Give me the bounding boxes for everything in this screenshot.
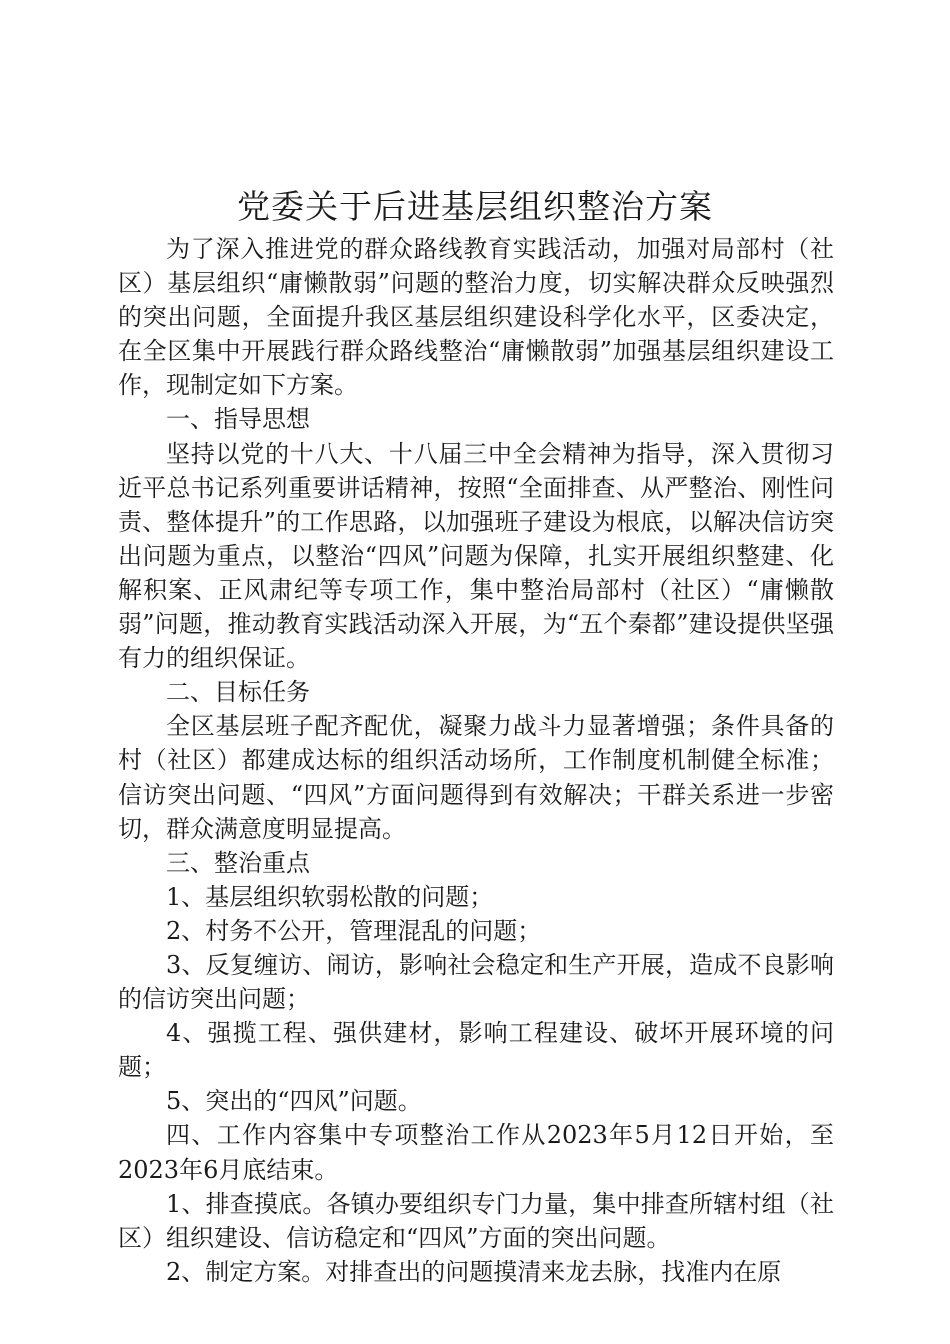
paragraph-intro: 为了深入推进党的群众路线教育实践活动，加强对局部村（社区）基层组织“庸懒散弱”问题的整治力度，切实解决群众反映强烈的突出问题，全面提升我区基层组织建设科学化水平，区委决定，在全区集中开展践行群众路线整治“庸懒散弱”加强基层组织建设工作，现制定如下方案。	[118, 235, 834, 400]
list-item-issue-3: 3、反复缠访、闹访，影响社会稳定和生产开展，造成不良影响的信访突出问题；	[118, 950, 834, 1014]
heading-guiding-thought: 一、指导思想	[166, 405, 310, 434]
document-body	[118, 232, 834, 1289]
list-item-work-1: 1、排查摸底。各镇办要组织专门力量，集中排查所辖村组（社区）组织建设、信访稳定和“四风”方面的突出问题。	[118, 1189, 834, 1252]
list-item-work-2: 2、制定方案。对排查出的问题摸清来龙去脉，找准内在原	[166, 1257, 782, 1286]
paragraph-guiding-thought: 坚持以党的十八大、十八届三中全会精神为指导，深入贯彻习近平总书记系列重要讲话精神，按照“全面排查、从严整治、刚性问责、整体提升”的工作思路，以加强班子建设为根底，以解决信访突出问题为重点，以整治“四风”问题为保障，扎实开展组织整建、化解积案、正风肃纪等专项工作，集中整治局部村（社区）“庸懒散弱”问题，推动教育实践活动深入开展，为“五个秦都”建设提供坚强有力的组织保证。	[118, 439, 834, 673]
list-item-issue-1: 1、基层组织软弱松散的问题；	[166, 882, 494, 911]
heading-work-content: 四、工作内容集中专项整治工作从2023年5月12日开始，至2023年6月底结束。	[118, 1121, 834, 1184]
document-title: 党委关于后进基层组织整治方案	[237, 187, 713, 226]
paragraph-goals: 全区基层班子配齐配优，凝聚力战斗力显著增强；条件具备的村（社区）都建成达标的组织活动场所，工作制度机制健全标准；信访突出问题、“四风”方面问题得到有效解决；干群关系进一步密切，群众满意度明显提高。	[118, 712, 834, 843]
list-item-issue-4: 4、强揽工程、强供建材，影响工程建设、破坏开展环境的问题；	[118, 1019, 834, 1082]
list-item-issue-5: 5、突出的“四风”问题。	[166, 1087, 422, 1116]
heading-goals: 二、目标任务	[166, 678, 310, 707]
heading-key-issues: 三、整治重点	[166, 848, 310, 877]
list-item-issue-2: 2、村务不公开，管理混乱的问题；	[166, 916, 542, 945]
